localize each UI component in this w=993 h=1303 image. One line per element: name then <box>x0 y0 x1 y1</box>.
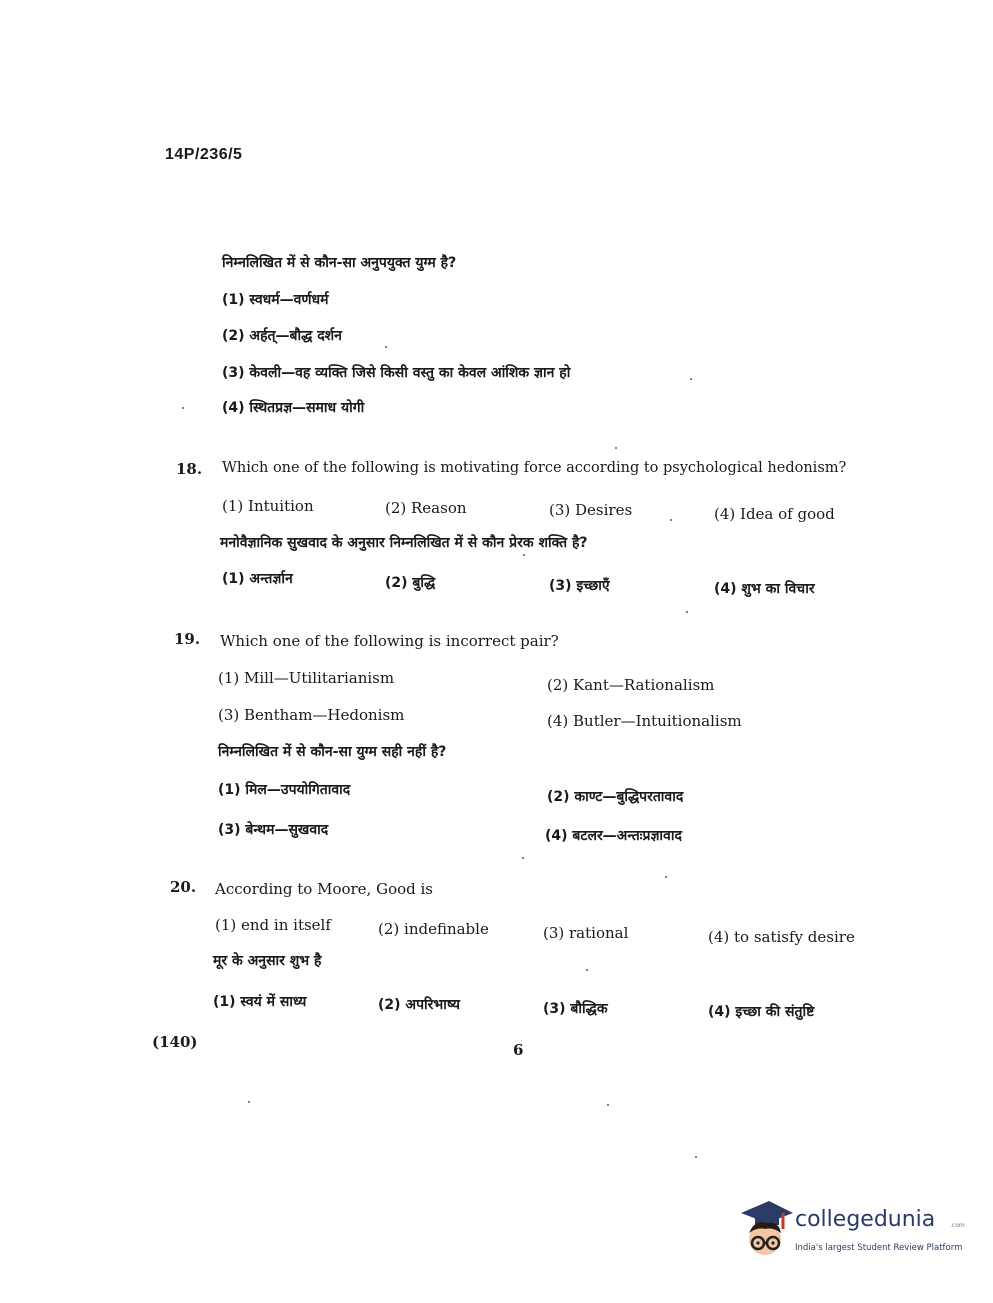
footer-count: (140) <box>152 1033 198 1051</box>
q18-option-4-en: (4) Idea of good <box>714 505 835 523</box>
q20-question-hi: मूर के अनुसार शुभ है <box>213 953 322 969</box>
q20-question-en: According to Moore, Good is <box>215 880 434 898</box>
q19-option-1-hi: (1) मिल—उपयोगितावाद <box>218 782 351 798</box>
q17-option-1-hi: (1) स्वधर्म—वर्णधर्म <box>222 292 329 308</box>
logo-wordmark: collegedunia <box>795 1207 936 1232</box>
scan-speck <box>248 1101 250 1103</box>
q17-option-3-hi: (3) केवली—वह व्यक्ति जिसे किसी वस्तु का केवल आंशिक ज्ञान हो <box>222 365 571 381</box>
q19-option-1-en: (1) Mill—Utilitarianism <box>218 669 395 687</box>
q20-option-1-en: (1) end in itself <box>215 916 331 934</box>
q17-option-4-hi: (4) स्थितप्रज्ञ—समाध योगी <box>222 400 365 416</box>
q19-option-3-en: (3) Bentham—Hedonism <box>218 706 405 724</box>
paper-code: 14P/236/5 <box>165 146 243 163</box>
q20-option-3-hi: (3) बौद्धिक <box>543 1001 608 1017</box>
q20-option-4-hi: (4) इच्छा की संतुष्टि <box>708 1004 815 1020</box>
q18-option-1-en: (1) Intuition <box>222 497 314 515</box>
scan-speck <box>665 876 667 878</box>
q20-option-2-en: (2) indefinable <box>378 920 489 938</box>
q20-option-1-hi: (1) स्वयं में साध्य <box>213 994 307 1010</box>
logo-domain-suffix: .com <box>950 1222 965 1229</box>
scan-speck <box>686 611 688 613</box>
scan-speck <box>690 378 692 380</box>
q18-option-4-hi: (4) शुभ का विचार <box>714 581 815 597</box>
q18-question-hi: मनोवैज्ञानिक सुखवाद के अनुसार निम्नलिखित में से कौन प्रेरक शक्ति है? <box>220 535 588 551</box>
q18-option-3-en: (3) Desires <box>549 501 633 519</box>
logo-tagline: India's largest Student Review Platform <box>795 1243 963 1253</box>
q19-question-en: Which one of the following is incorrect pair? <box>220 632 559 650</box>
scan-speck <box>182 407 184 409</box>
scan-speck <box>670 519 672 521</box>
scan-speck <box>607 1104 609 1106</box>
q18-option-2-hi: (2) बुद्धि <box>385 575 436 591</box>
q17-option-2-hi: (2) अर्हत्—बौद्ध दर्शन <box>222 328 342 344</box>
q19-option-2-hi: (2) काण्ट—बुद्धिपरतावाद <box>547 789 684 805</box>
q17-question-hi: निम्नलिखित में से कौन-सा अनुपयुक्त युग्म है? <box>222 255 457 271</box>
q18-question-en: Which one of the following is motivating force according to psychological hedonism? <box>222 460 847 476</box>
q20-number: 20. <box>170 878 197 896</box>
scan-speck <box>523 554 525 556</box>
q19-option-3-hi: (3) बेन्थम—सुखवाद <box>218 822 329 838</box>
scan-speck <box>522 857 524 859</box>
q20-option-2-hi: (2) अपरिभाष्य <box>378 997 460 1013</box>
q18-option-3-hi: (3) इच्छाएँ <box>549 578 610 594</box>
q19-option-4-hi: (4) बटलर—अन्तःप्रज्ञावाद <box>545 828 682 844</box>
q20-option-4-en: (4) to satisfy desire <box>708 928 855 946</box>
q18-option-1-hi: (1) अन्तर्ज्ञान <box>222 571 293 587</box>
scan-speck <box>586 969 588 971</box>
q19-option-2-en: (2) Kant—Rationalism <box>547 676 715 694</box>
page-number: 6 <box>513 1041 524 1059</box>
q18-number: 18. <box>176 460 203 478</box>
q18-option-2-en: (2) Reason <box>385 499 467 517</box>
q19-question-hi: निम्नलिखित में से कौन-सा युग्म सही नहीं है? <box>218 744 447 760</box>
scan-speck <box>615 447 617 449</box>
scan-speck <box>695 1156 697 1158</box>
q20-option-3-en: (3) rational <box>543 924 629 942</box>
q19-option-4-en: (4) Butler—Intuitionalism <box>547 712 742 730</box>
q19-number: 19. <box>174 630 201 648</box>
scan-speck <box>385 346 387 348</box>
